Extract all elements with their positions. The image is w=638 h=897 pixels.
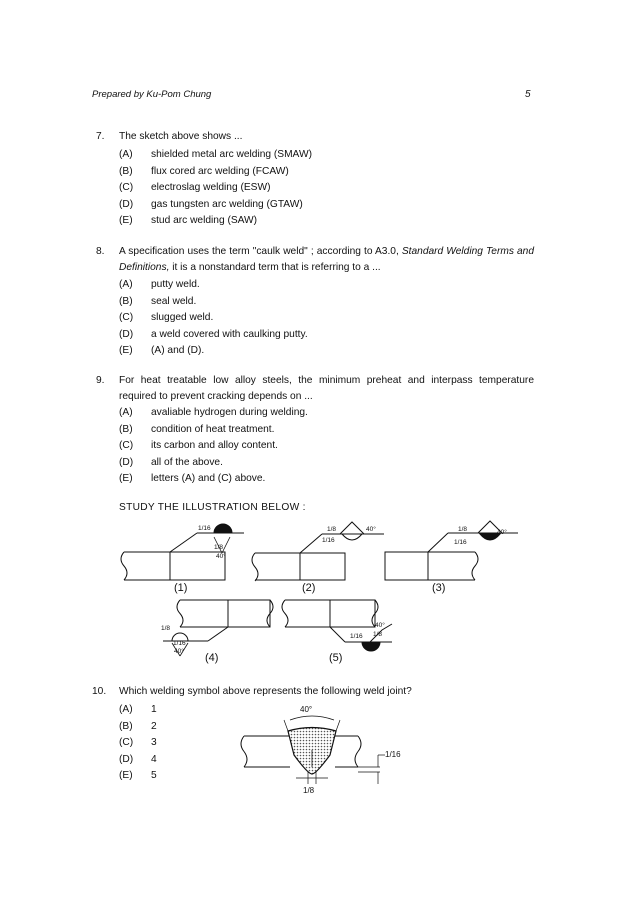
option-label: (B) [119,295,133,307]
option-a[interactable] [119,702,157,718]
option-c[interactable] [119,735,157,751]
joint-dim-right: 1/16 [385,750,401,759]
option-label: (A) [119,149,133,160]
dim-label: 1/16 [350,633,363,640]
dim-label: 1/8 [458,526,468,533]
option-label: (C) [119,440,134,451]
figure-label-3: (3) [432,582,446,594]
option-text: gas tungsten arc welding (GTAW) [151,198,303,210]
option-text: avaliable hydrogen during welding. [151,407,308,418]
illustration-heading: STUDY THE ILLUSTRATION BELOW : [119,502,306,513]
option-label: (E) [119,345,133,356]
dim-label: 1/8 [214,544,224,551]
option-text: 3 [151,737,157,748]
option-b[interactable] [119,719,157,735]
option-text: letters (A) and (C) above. [151,473,266,484]
stem-italic: Standard Welding Terms and Definitions, [119,246,534,273]
weld-symbol-2 [252,522,384,581]
option-text: a weld covered with caulking putty. [151,328,308,340]
option-label: (D) [119,753,134,765]
option-text: shielded metal arc welding (SMAW) [151,149,312,160]
option-label: (D) [119,456,134,468]
option-text: slugged weld. [151,312,214,323]
option-text: putty weld. [151,279,200,290]
option-e[interactable] [119,768,157,784]
figure-label-5: (5) [329,652,343,664]
option-text: its carbon and alloy content. [151,440,278,451]
option-text: 2 [151,720,157,732]
page-number: 5 [525,89,531,100]
question-number: 7. [96,131,105,142]
joint-dim-bottom: 1/8 [303,786,315,795]
angle-label: 40° [216,553,226,560]
option-label: (C) [119,737,134,748]
option-label: (A) [119,279,133,290]
option-text: (A) and (D). [151,345,205,356]
option-label: (E) [119,770,133,781]
option-label: (D) [119,328,134,340]
option-label: (B) [119,423,133,435]
option-label: (A) [119,704,133,715]
question-number: 8. [96,246,105,257]
option-text: all of the above. [151,456,223,468]
option-text: flux cored arc welding (FCAW) [151,165,289,177]
angle-label: 40° [497,529,507,536]
figure-label-1: (1) [174,582,188,594]
dim-label: 1/8 [161,625,171,632]
option-d[interactable] [119,752,157,768]
angle-label: 40° [375,622,385,629]
question-stem: The sketch above shows ... [119,131,243,142]
option-label: (A) [119,407,133,418]
option-label: (D) [119,198,134,210]
dim-label: 1/16 [454,539,467,546]
angle-label: 40° [366,526,376,533]
option-text: stud arc welding (SAW) [151,215,258,226]
option-text: seal weld. [151,295,197,307]
option-label: (B) [119,165,133,177]
option-text: 5 [151,770,157,781]
option-text: electroslag welding (ESW) [151,182,271,193]
figure-label-4: (4) [205,652,219,664]
stem-text: A specification uses the term "caulk weld" ; according to A3.0, [119,246,402,257]
weld-symbol-1 [121,524,244,580]
option-label: (C) [119,182,134,193]
question-number: 10. [92,686,107,697]
option-text: condition of heat treatment. [151,423,275,435]
dim-label: 1/16 [198,525,211,532]
figure-label-2: (2) [302,582,316,594]
dim-label: 1/16 [173,640,186,647]
stem-text: it is a nonstandard term that is referring to a ... [169,261,381,273]
dim-label: 1/8 [327,526,337,533]
option-text: 4 [151,753,157,765]
joint-angle-label: 40° [300,705,313,714]
option-label: (B) [119,720,133,732]
option-label: (E) [119,215,133,226]
option-text: 1 [151,704,157,715]
page-header-left: Prepared by Ku-Pom Chung [92,89,212,100]
question-number: 9. [96,375,105,386]
weld-joint-diagram [230,700,410,800]
dim-label: 1/16 [322,537,335,544]
option-label: (C) [119,312,134,323]
angle-label: 40° [174,648,184,655]
question-stem: Which welding symbol above represents the following weld joint? [119,686,412,697]
dim-label: 1/8 [373,631,383,638]
question-stem: For heat treatable low alloy steels, the minimum preheat and interpass temperature required to prevent cracking depends on ... [119,375,534,402]
option-label: (E) [119,473,133,484]
